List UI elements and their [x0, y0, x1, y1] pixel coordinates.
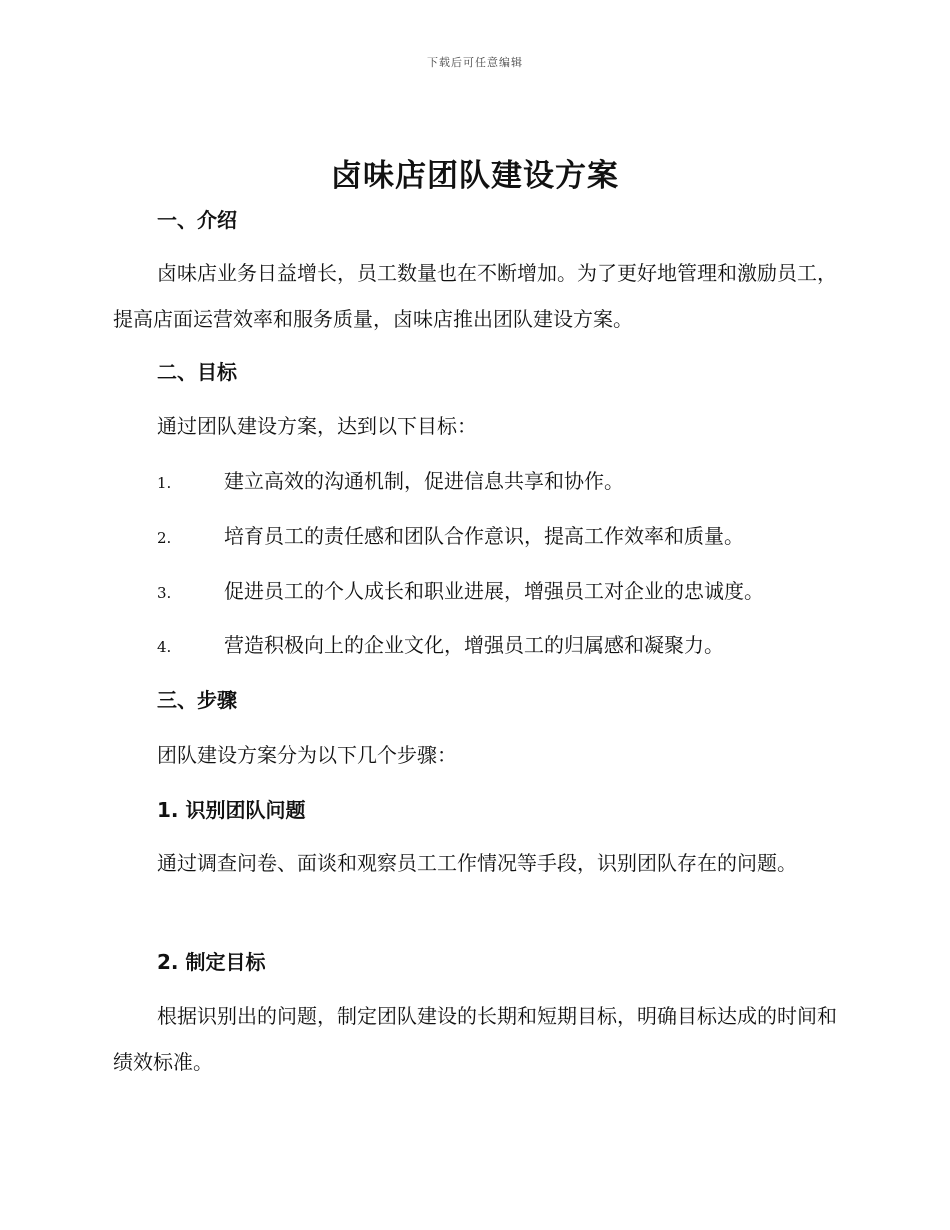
goal-text: 营造积极向上的企业文化，增强员工的归属感和凝聚力。 — [224, 633, 724, 657]
step1-heading: 1. 识别团队问题 — [157, 798, 306, 822]
step2-heading: 2. 制定目标 — [157, 950, 266, 974]
goal-number: 4. — [157, 638, 172, 656]
goal-list-item — [157, 630, 724, 660]
step1-paragraph: 通过调查问卷、面谈和观察员工工作情况等手段，识别团队存在的问题。 — [157, 851, 797, 875]
goal-list-item — [157, 521, 744, 551]
section-heading-goals: 二、目标 — [157, 360, 237, 384]
goal-number: 1. — [157, 474, 172, 492]
section-heading-steps: 三、步骤 — [157, 688, 237, 712]
goal-text: 培育员工的责任感和团队合作意识，提高工作效率和质量。 — [224, 524, 744, 548]
step2-paragraph: 根据识别出的问题，制定团队建设的长期和短期目标，明确目标达成的时间和绩效标准。 — [113, 1004, 837, 1074]
intro-paragraph: 卤味店业务日益增长，员工数量也在不断增加。为了更好地管理和激励员工，提高店面运营效率和服务质量，卤味店推出团队建设方案。 — [113, 261, 837, 331]
goals-lead: 通过团队建设方案，达到以下目标： — [157, 414, 477, 438]
steps-lead: 团队建设方案分为以下几个步骤： — [157, 743, 457, 767]
goal-list-item — [157, 576, 764, 606]
goal-number: 2. — [157, 529, 172, 547]
document-title: 卤味店团队建设方案 — [331, 158, 619, 194]
header-note: 下载后可任意编辑 — [427, 56, 523, 69]
goal-number: 3. — [157, 584, 172, 602]
goal-text: 建立高效的沟通机制，促进信息共享和协作。 — [224, 469, 624, 493]
section-heading-intro: 一、介绍 — [157, 208, 237, 232]
goal-text: 促进员工的个人成长和职业进展，增强员工对企业的忠诚度。 — [224, 579, 764, 603]
goal-list-item — [157, 466, 624, 496]
